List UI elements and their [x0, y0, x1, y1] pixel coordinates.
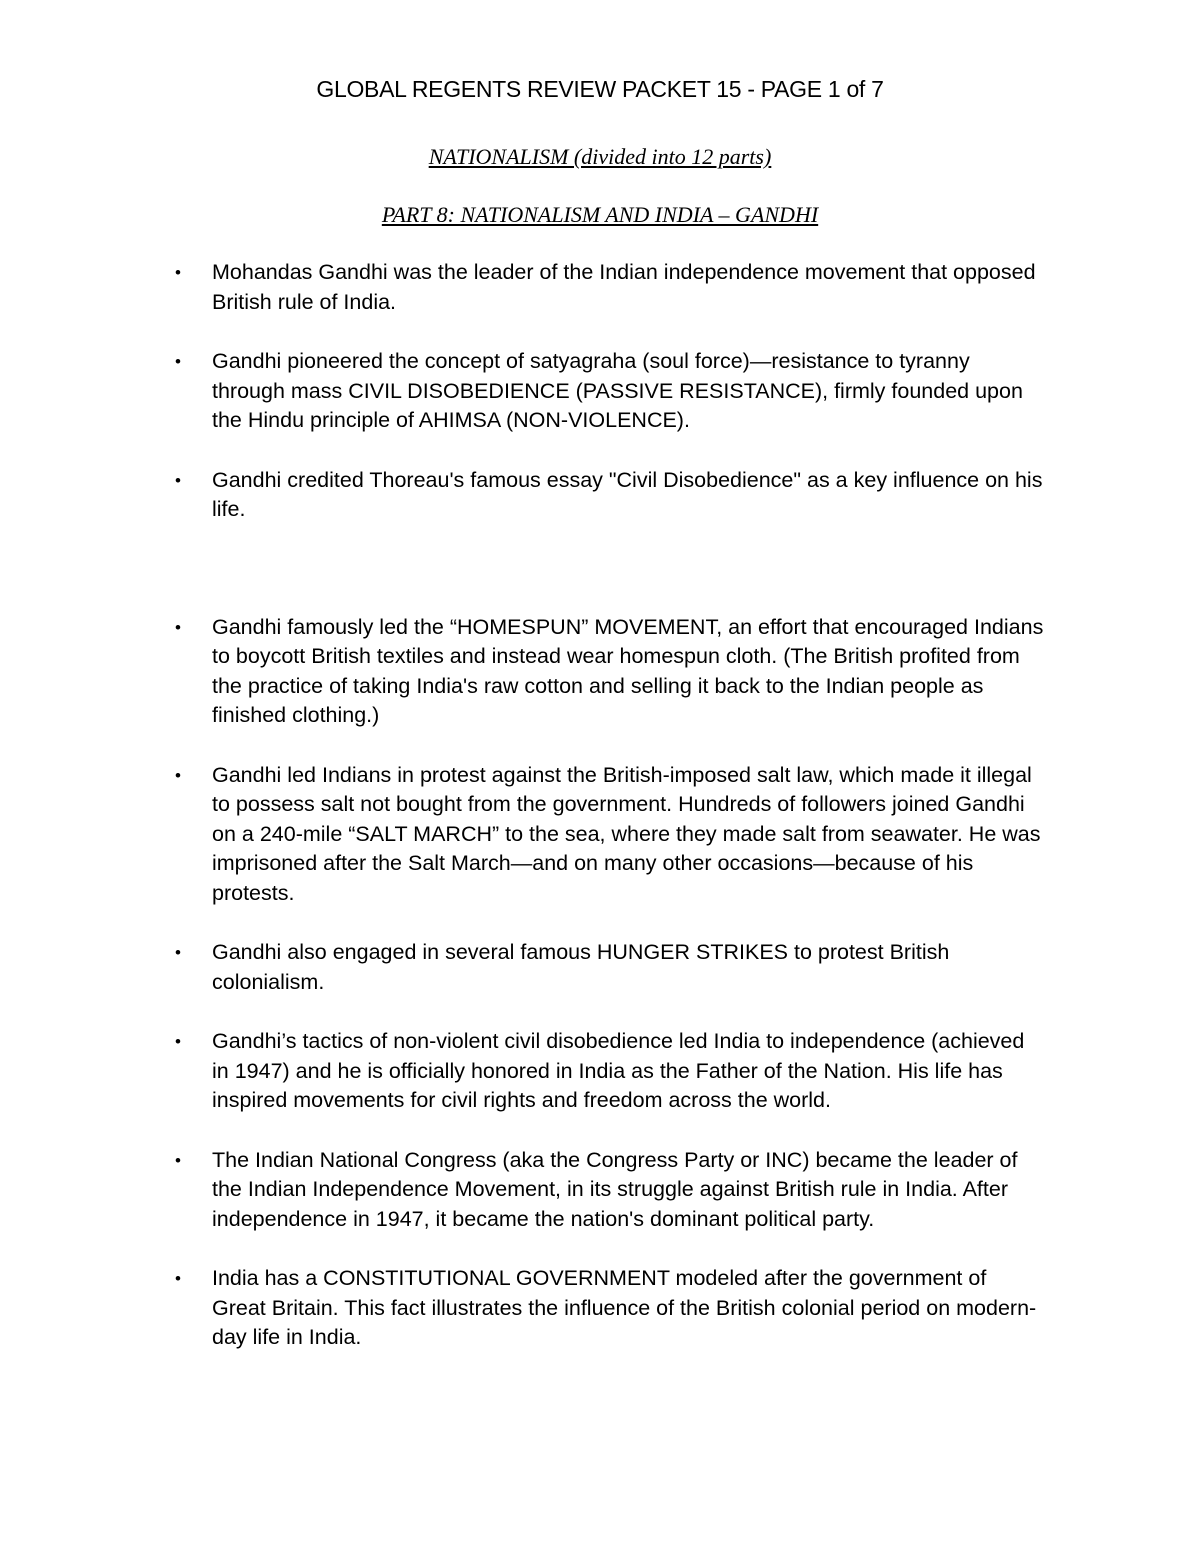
bullet-item: [175, 347, 1045, 436]
bullet-text: India has a CONSTITUTIONAL GOVERNMENT modeled after the government of Great Britain. This fact illustrates the influence of the British colonial period on modern-day life in India.: [212, 1266, 1037, 1349]
bullet-icon: •: [175, 1150, 181, 1170]
bullet-text: Mohandas Gandhi was the leader of the Indian independence movement that opposed British rule of India.: [212, 260, 1036, 314]
bullet-text: Gandhi pioneered the concept of satyagraha (soul force)—resistance to tyranny through mass CIVIL DISOBEDIENCE (PASSIVE RESISTANCE), firmly founded upon the Hindu principle of AHIMSA (NON-VIOLENCE).: [212, 349, 1023, 432]
bullet-icon: •: [175, 263, 181, 282]
bullet-icon: •: [175, 765, 181, 785]
bullet-text: The Indian National Congress (aka the Congress Party or INC) became the leader of the Indian Independence Movement, in its struggle against British rule in India. After independence in 1947, it became the nation's dominant political party.: [212, 1147, 1018, 1231]
bullet-text: Gandhi famously led the “HOMESPUN” MOVEMENT, an effort that encouraged Indians to boycott British textiles and instead wear homespun cloth. (The British profited from the practice of taking India's raw cotton and selling it back to the Indian people as finished clothing.): [212, 614, 1044, 727]
bullet-text: Gandhi credited Thoreau's famous essay "Civil Disobedience" as a key influence on his life.: [212, 467, 1043, 521]
bullet-icon: •: [175, 943, 181, 962]
unit-title: NATIONALISM (divided into 12 parts): [428, 144, 772, 169]
bullet-item: [175, 1264, 1045, 1353]
bullet-item: [175, 938, 1045, 997]
bullet-item: [175, 466, 1045, 525]
bullet-item: [175, 1027, 1045, 1116]
bullet-icon: •: [175, 1269, 181, 1288]
part-title: PART 8: NATIONALISM AND INDIA – GANDHI: [381, 202, 819, 227]
bullet-item: [175, 761, 1045, 909]
bullet-item: [175, 1146, 1045, 1235]
bullet-icon: •: [175, 617, 181, 637]
bullet-icon: •: [175, 1032, 181, 1051]
page-header: GLOBAL REGENTS REVIEW PACKET 15 - PAGE 1 of 7: [316, 76, 884, 102]
bullet-item: [175, 613, 1045, 731]
bullet-text: Gandhi’s tactics of non-violent civil disobedience led India to independence (achieved in 1947) and he is officially honored in India as the Father of the Nation. His life has inspired movements for civil rights and freedom across the world.: [212, 1029, 1025, 1112]
bullet-text: Gandhi led Indians in protest against the British-imposed salt law, which made it illegal to possess salt not bought from the government. Hundreds of followers joined Gandhi on a 240-mile “SALT MARCH” to the sea, where they made salt from seawater. He was imprisoned after the Salt March—and on many other occasions—because of his protests.: [212, 762, 1041, 905]
bullet-text: Gandhi also engaged in several famous HUNGER STRIKES to protest British colonialism.: [212, 940, 950, 994]
bullet-icon: •: [175, 470, 181, 490]
bullet-item: [175, 258, 1045, 317]
bullet-icon: •: [175, 352, 181, 371]
bullet-list: [175, 258, 1045, 1383]
